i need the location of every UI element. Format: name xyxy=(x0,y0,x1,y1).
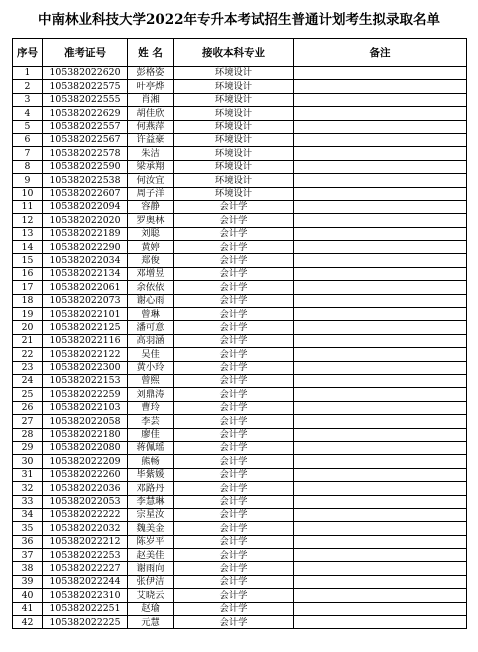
cell-serial-number: 26 xyxy=(13,401,43,414)
table-row xyxy=(13,200,467,213)
cell-name: 毕紫媛 xyxy=(128,468,174,481)
cell-exam-id: 105382022116 xyxy=(43,334,128,347)
cell-major: 会计学 xyxy=(174,468,294,481)
cell-serial-number: 25 xyxy=(13,388,43,401)
cell-note xyxy=(294,80,467,93)
cell-note xyxy=(294,308,467,321)
table-row xyxy=(13,388,467,401)
cell-major: 会计学 xyxy=(174,616,294,629)
header-note: 备注 xyxy=(294,39,467,67)
cell-major: 会计学 xyxy=(174,334,294,347)
cell-note xyxy=(294,241,467,254)
table-row xyxy=(13,589,467,602)
cell-note xyxy=(294,174,467,187)
cell-name: 黄婷 xyxy=(128,241,174,254)
cell-note xyxy=(294,281,467,294)
cell-major: 会计学 xyxy=(174,321,294,334)
cell-name: 胡佳欣 xyxy=(128,107,174,120)
cell-exam-id: 105382022590 xyxy=(43,160,128,173)
cell-name: 张伊洁 xyxy=(128,575,174,588)
cell-major: 会计学 xyxy=(174,562,294,575)
cell-name: 谢心雨 xyxy=(128,294,174,307)
cell-major: 会计学 xyxy=(174,200,294,213)
cell-note xyxy=(294,428,467,441)
table-row xyxy=(13,562,467,575)
cell-serial-number: 15 xyxy=(13,254,43,267)
admission-table xyxy=(12,38,467,629)
cell-serial-number: 37 xyxy=(13,549,43,562)
cell-serial-number: 16 xyxy=(13,267,43,280)
cell-exam-id: 105382022058 xyxy=(43,415,128,428)
cell-name: 彭格姿 xyxy=(128,67,174,80)
cell-major: 会计学 xyxy=(174,308,294,321)
cell-name: 曾琳 xyxy=(128,308,174,321)
cell-exam-id: 105382022103 xyxy=(43,401,128,414)
cell-major: 会计学 xyxy=(174,508,294,521)
cell-note xyxy=(294,522,467,535)
cell-note xyxy=(294,254,467,267)
header-exam-id: 准考证号 xyxy=(43,39,128,67)
cell-name: 陈岁平 xyxy=(128,535,174,548)
cell-serial-number: 3 xyxy=(13,93,43,106)
cell-exam-id: 105382022300 xyxy=(43,361,128,374)
cell-serial-number: 41 xyxy=(13,602,43,615)
table-row xyxy=(13,334,467,347)
cell-exam-id: 105382022225 xyxy=(43,616,128,629)
cell-note xyxy=(294,562,467,575)
cell-note xyxy=(294,455,467,468)
cell-exam-id: 105382022032 xyxy=(43,522,128,535)
header-serial-number: 序号 xyxy=(13,39,43,67)
cell-note xyxy=(294,227,467,240)
table-row xyxy=(13,415,467,428)
cell-name: 叶亭烨 xyxy=(128,80,174,93)
cell-serial-number: 33 xyxy=(13,495,43,508)
cell-note xyxy=(294,187,467,200)
cell-exam-id: 105382022567 xyxy=(43,133,128,146)
cell-name: 熊畅 xyxy=(128,455,174,468)
cell-serial-number: 1 xyxy=(13,67,43,80)
cell-exam-id: 105382022134 xyxy=(43,267,128,280)
cell-major: 会计学 xyxy=(174,281,294,294)
table-row xyxy=(13,133,467,146)
cell-note xyxy=(294,267,467,280)
cell-serial-number: 23 xyxy=(13,361,43,374)
cell-exam-id: 105382022080 xyxy=(43,441,128,454)
cell-serial-number: 13 xyxy=(13,227,43,240)
cell-major: 会计学 xyxy=(174,241,294,254)
cell-serial-number: 29 xyxy=(13,441,43,454)
cell-major: 会计学 xyxy=(174,549,294,562)
cell-name: 谢雨向 xyxy=(128,562,174,575)
table-row xyxy=(13,495,467,508)
cell-major: 会计学 xyxy=(174,254,294,267)
cell-name: 邓增昱 xyxy=(128,267,174,280)
table-row xyxy=(13,93,467,106)
table-row xyxy=(13,187,467,200)
header-major: 接收本科专业 xyxy=(174,39,294,67)
cell-name: 朱洁 xyxy=(128,147,174,160)
cell-exam-id: 105382022607 xyxy=(43,187,128,200)
cell-exam-id: 105382022209 xyxy=(43,455,128,468)
cell-serial-number: 39 xyxy=(13,575,43,588)
document-title: 中南林业科技大学2022年专升本考试招生普通计划考生拟录取名单 xyxy=(37,12,441,28)
table-row xyxy=(13,227,467,240)
cell-serial-number: 30 xyxy=(13,455,43,468)
cell-name: 李慧琳 xyxy=(128,495,174,508)
cell-note xyxy=(294,549,467,562)
cell-name: 曾熙 xyxy=(128,374,174,387)
cell-exam-id: 105382022253 xyxy=(43,549,128,562)
cell-note xyxy=(294,294,467,307)
cell-exam-id: 105382022180 xyxy=(43,428,128,441)
cell-name: 廖佳 xyxy=(128,428,174,441)
cell-name: 高羽涵 xyxy=(128,334,174,347)
cell-serial-number: 34 xyxy=(13,508,43,521)
cell-serial-number: 28 xyxy=(13,428,43,441)
cell-exam-id: 105382022053 xyxy=(43,495,128,508)
cell-major: 会计学 xyxy=(174,214,294,227)
cell-major: 会计学 xyxy=(174,482,294,495)
cell-exam-id: 105382022538 xyxy=(43,174,128,187)
table-row xyxy=(13,294,467,307)
cell-exam-id: 105382022310 xyxy=(43,589,128,602)
cell-serial-number: 10 xyxy=(13,187,43,200)
cell-note xyxy=(294,214,467,227)
cell-note xyxy=(294,616,467,629)
table-row xyxy=(13,174,467,187)
cell-serial-number: 4 xyxy=(13,107,43,120)
cell-name: 吴佳 xyxy=(128,348,174,361)
cell-name: 蒋佩瑶 xyxy=(128,441,174,454)
cell-name: 赵美佳 xyxy=(128,549,174,562)
cell-exam-id: 105382022189 xyxy=(43,227,128,240)
cell-major: 会计学 xyxy=(174,575,294,588)
cell-major: 会计学 xyxy=(174,455,294,468)
cell-note xyxy=(294,508,467,521)
cell-major: 会计学 xyxy=(174,401,294,414)
cell-major: 会计学 xyxy=(174,441,294,454)
cell-note xyxy=(294,334,467,347)
table-row xyxy=(13,267,467,280)
cell-serial-number: 6 xyxy=(13,133,43,146)
cell-exam-id: 105382022555 xyxy=(43,93,128,106)
cell-serial-number: 12 xyxy=(13,214,43,227)
table-row xyxy=(13,575,467,588)
cell-exam-id: 105382022101 xyxy=(43,308,128,321)
cell-major: 会计学 xyxy=(174,415,294,428)
cell-name: 元慧 xyxy=(128,616,174,629)
cell-note xyxy=(294,147,467,160)
cell-exam-id: 105382022222 xyxy=(43,508,128,521)
cell-note xyxy=(294,67,467,80)
cell-exam-id: 105382022244 xyxy=(43,575,128,588)
cell-exam-id: 105382022251 xyxy=(43,602,128,615)
header-name: 姓 名 xyxy=(128,39,174,67)
cell-exam-id: 105382022034 xyxy=(43,254,128,267)
cell-major: 会计学 xyxy=(174,361,294,374)
cell-note xyxy=(294,374,467,387)
table-body xyxy=(13,67,467,629)
cell-exam-id: 105382022557 xyxy=(43,120,128,133)
cell-major: 会计学 xyxy=(174,374,294,387)
table-row xyxy=(13,549,467,562)
table-row xyxy=(13,348,467,361)
cell-major: 会计学 xyxy=(174,388,294,401)
cell-name: 赵瑜 xyxy=(128,602,174,615)
cell-serial-number: 32 xyxy=(13,482,43,495)
cell-note xyxy=(294,388,467,401)
cell-exam-id: 105382022094 xyxy=(43,200,128,213)
table-row xyxy=(13,455,467,468)
cell-exam-id: 105382022259 xyxy=(43,388,128,401)
cell-exam-id: 105382022061 xyxy=(43,281,128,294)
cell-note xyxy=(294,93,467,106)
cell-exam-id: 105382022575 xyxy=(43,80,128,93)
cell-major: 环境设计 xyxy=(174,107,294,120)
cell-note xyxy=(294,120,467,133)
table-row xyxy=(13,281,467,294)
cell-serial-number: 22 xyxy=(13,348,43,361)
cell-serial-number: 9 xyxy=(13,174,43,187)
table-row xyxy=(13,107,467,120)
cell-major: 会计学 xyxy=(174,522,294,535)
cell-note xyxy=(294,401,467,414)
cell-note xyxy=(294,602,467,615)
cell-major: 会计学 xyxy=(174,227,294,240)
cell-exam-id: 105382022036 xyxy=(43,482,128,495)
cell-serial-number: 21 xyxy=(13,334,43,347)
cell-serial-number: 20 xyxy=(13,321,43,334)
cell-note xyxy=(294,441,467,454)
cell-name: 容静 xyxy=(128,200,174,213)
cell-exam-id: 105382022125 xyxy=(43,321,128,334)
cell-exam-id: 105382022073 xyxy=(43,294,128,307)
cell-exam-id: 105382022620 xyxy=(43,67,128,80)
cell-major: 会计学 xyxy=(174,589,294,602)
cell-major: 环境设计 xyxy=(174,174,294,187)
table-row xyxy=(13,160,467,173)
table-row xyxy=(13,482,467,495)
cell-serial-number: 17 xyxy=(13,281,43,294)
table-row xyxy=(13,535,467,548)
cell-name: 邓路丹 xyxy=(128,482,174,495)
table-row xyxy=(13,374,467,387)
cell-note xyxy=(294,361,467,374)
cell-name: 肖湘 xyxy=(128,93,174,106)
cell-name: 周子洋 xyxy=(128,187,174,200)
cell-exam-id: 105382022578 xyxy=(43,147,128,160)
cell-name: 何汝宜 xyxy=(128,174,174,187)
table-row xyxy=(13,616,467,629)
cell-serial-number: 24 xyxy=(13,374,43,387)
table-row xyxy=(13,428,467,441)
table-row xyxy=(13,508,467,521)
table-row xyxy=(13,147,467,160)
cell-note xyxy=(294,200,467,213)
cell-name: 刘聪 xyxy=(128,227,174,240)
cell-note xyxy=(294,133,467,146)
table-row xyxy=(13,602,467,615)
cell-exam-id: 105382022212 xyxy=(43,535,128,548)
cell-serial-number: 5 xyxy=(13,120,43,133)
cell-major: 环境设计 xyxy=(174,133,294,146)
cell-note xyxy=(294,482,467,495)
cell-serial-number: 36 xyxy=(13,535,43,548)
cell-serial-number: 14 xyxy=(13,241,43,254)
cell-note xyxy=(294,415,467,428)
cell-major: 会计学 xyxy=(174,294,294,307)
cell-serial-number: 31 xyxy=(13,468,43,481)
cell-exam-id: 105382022290 xyxy=(43,241,128,254)
cell-major: 会计学 xyxy=(174,602,294,615)
cell-exam-id: 105382022260 xyxy=(43,468,128,481)
table-row xyxy=(13,468,467,481)
table-row xyxy=(13,120,467,133)
cell-serial-number: 27 xyxy=(13,415,43,428)
cell-note xyxy=(294,107,467,120)
table-row xyxy=(13,401,467,414)
cell-note xyxy=(294,575,467,588)
cell-serial-number: 35 xyxy=(13,522,43,535)
cell-major: 会计学 xyxy=(174,495,294,508)
cell-major: 环境设计 xyxy=(174,120,294,133)
cell-serial-number: 38 xyxy=(13,562,43,575)
table-row xyxy=(13,361,467,374)
cell-name: 许益豪 xyxy=(128,133,174,146)
table-row xyxy=(13,522,467,535)
cell-note xyxy=(294,321,467,334)
table-header-row xyxy=(13,39,467,67)
cell-serial-number: 42 xyxy=(13,616,43,629)
cell-serial-number: 40 xyxy=(13,589,43,602)
cell-major: 环境设计 xyxy=(174,147,294,160)
cell-exam-id: 105382022153 xyxy=(43,374,128,387)
cell-name: 何燕萍 xyxy=(128,120,174,133)
cell-name: 罗奥林 xyxy=(128,214,174,227)
cell-name: 艾晓云 xyxy=(128,589,174,602)
cell-name: 郑俊 xyxy=(128,254,174,267)
cell-major: 环境设计 xyxy=(174,67,294,80)
cell-major: 环境设计 xyxy=(174,93,294,106)
table-row xyxy=(13,254,467,267)
cell-name: 李芸 xyxy=(128,415,174,428)
cell-major: 会计学 xyxy=(174,348,294,361)
cell-major: 环境设计 xyxy=(174,160,294,173)
cell-note xyxy=(294,468,467,481)
cell-serial-number: 19 xyxy=(13,308,43,321)
table-row xyxy=(13,80,467,93)
cell-serial-number: 2 xyxy=(13,80,43,93)
cell-major: 会计学 xyxy=(174,535,294,548)
cell-major: 会计学 xyxy=(174,267,294,280)
cell-major: 环境设计 xyxy=(174,80,294,93)
table-row xyxy=(13,214,467,227)
cell-note xyxy=(294,535,467,548)
cell-exam-id: 105382022122 xyxy=(43,348,128,361)
table-row xyxy=(13,241,467,254)
cell-name: 宗星汝 xyxy=(128,508,174,521)
cell-name: 潘可意 xyxy=(128,321,174,334)
table-row xyxy=(13,67,467,80)
cell-serial-number: 11 xyxy=(13,200,43,213)
cell-exam-id: 105382022227 xyxy=(43,562,128,575)
cell-note xyxy=(294,348,467,361)
cell-name: 刘鼎涛 xyxy=(128,388,174,401)
cell-serial-number: 18 xyxy=(13,294,43,307)
cell-note xyxy=(294,495,467,508)
cell-major: 会计学 xyxy=(174,428,294,441)
table-row xyxy=(13,441,467,454)
cell-exam-id: 105382022629 xyxy=(43,107,128,120)
cell-exam-id: 105382022020 xyxy=(43,214,128,227)
cell-name: 魏美金 xyxy=(128,522,174,535)
cell-serial-number: 7 xyxy=(13,147,43,160)
cell-note xyxy=(294,160,467,173)
cell-major: 环境设计 xyxy=(174,187,294,200)
cell-name: 梁承翔 xyxy=(128,160,174,173)
cell-name: 余依依 xyxy=(128,281,174,294)
cell-note xyxy=(294,589,467,602)
cell-serial-number: 8 xyxy=(13,160,43,173)
table-row xyxy=(13,308,467,321)
cell-name: 曹玲 xyxy=(128,401,174,414)
cell-name: 黄小玲 xyxy=(128,361,174,374)
table-row xyxy=(13,321,467,334)
